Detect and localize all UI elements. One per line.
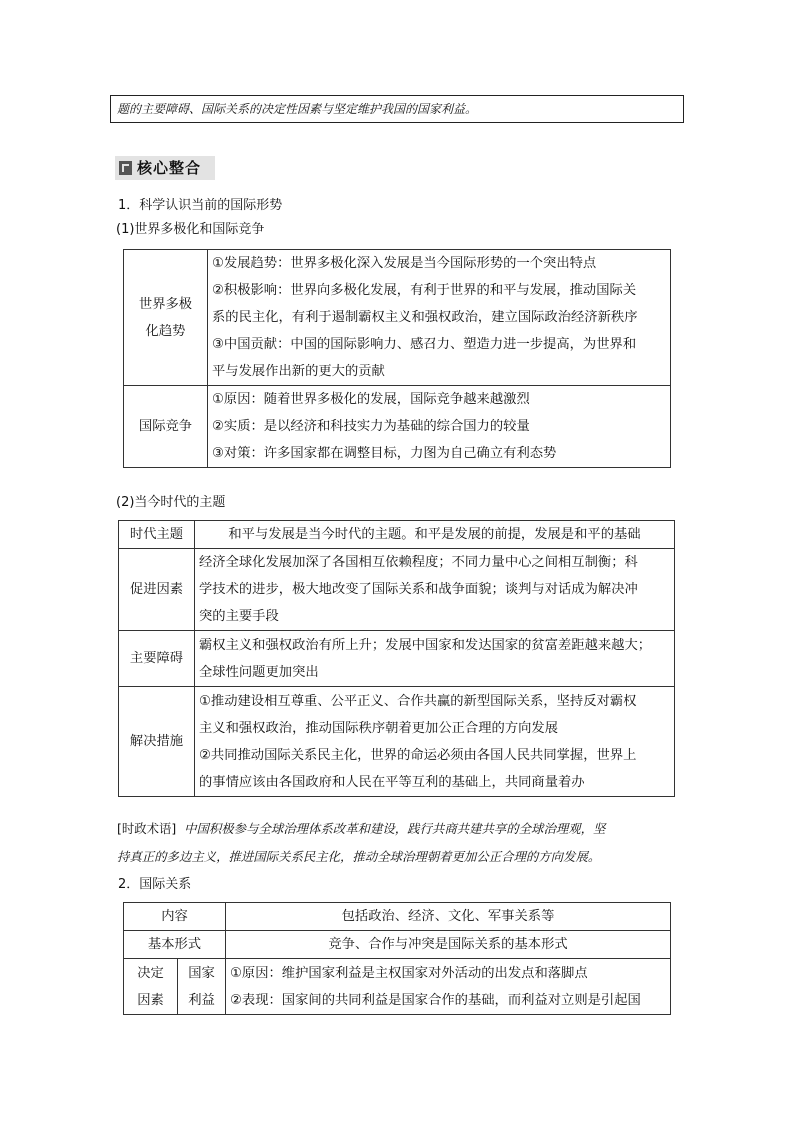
- section-title: 核心整合: [137, 159, 202, 177]
- table-row: [124, 903, 671, 931]
- table-row: [124, 386, 671, 468]
- section-header: [115, 156, 215, 180]
- heading-international-situation: 1．科学认识当前的国际形势: [118, 198, 283, 213]
- row-content-multipolarity: ①发展趋势：世界多极化深入发展是当今国际形势的一个突出特点 ②积极影响：世界向多极化发展，有利于世界的和平与发展，推动国际关 系的民主化，有利于遏制霸权主义和强权政治，建立国际政治经济新秩序 ③中国贡献：中国的国际影响力、感召力、塑造力进一步提高，为世界和 平与发展作出新的更大的贡献: [208, 250, 671, 386]
- row-content-measures: ①推动建设相互尊重、公平正义、合作共赢的新型国际关系，坚持反对霸权 主义和强权政治，推动国际秩序朝着更加公正合理的方向发展 ②共同推动国际关系民主化，世界的命运必须由各国人民共同掌握，世界上 的事情应该由各国政府和人民在平等互利的基础上，共同商量着办: [195, 687, 675, 797]
- table-row: [119, 521, 675, 549]
- political-term-line-2: 持真正的多边主义，推进国际关系民主化，推动全球治理朝着更加公正合理的方向发展。: [117, 849, 601, 864]
- row-label-measures: 解决措施: [119, 687, 195, 797]
- international-relations-table: [123, 902, 671, 1015]
- table-row: [119, 687, 675, 797]
- political-term-label: [时政术语]: [117, 821, 177, 836]
- row-sublabel-national-interest: 国家 利益: [178, 959, 226, 1015]
- row-content-basic-forms: 竞争、合作与冲突是国际关系的基本形式: [226, 931, 671, 959]
- row-content-obstacles: 霸权主义和强权政治有所上升；发展中国家和发达国家的贫富差距越来越大； 全球性问题更加突出: [195, 631, 675, 687]
- section-marker-icon: [119, 161, 132, 175]
- row-label-content: 内容: [124, 903, 226, 931]
- row-label-promoting-factors: 促进因素: [119, 549, 195, 631]
- row-content-competition: ①原因：随着世界多极化的发展，国际竞争越来越激烈 ②实质：是以经济和科技实力为基础的综合国力的较量 ③对策：许多国家都在调整目标，力图为自己确立有利态势: [208, 386, 671, 468]
- table-row: [119, 631, 675, 687]
- row-content-national-interest: ①原因：维护国家利益是主权国家对外活动的出发点和落脚点 ②表现：国家间的共同利益是国家合作的基础，而利益对立则是引起国: [226, 959, 671, 1015]
- continued-note-text: 题的主要障碍、国际关系的决定性因素与坚定维护我国的国家利益。: [117, 102, 478, 116]
- row-label-decisive-factor: 决定 因素: [124, 959, 178, 1015]
- row-label-competition: 国际竞争: [124, 386, 208, 468]
- row-label-theme: 时代主题: [119, 521, 195, 549]
- heading-international-relations: 2．国际关系: [118, 877, 192, 892]
- table-row: [124, 959, 671, 1015]
- row-label-basic-forms: 基本形式: [124, 931, 226, 959]
- table-row: [119, 549, 675, 631]
- row-content-promoting-factors: 经济全球化发展加深了各国相互依赖程度；不同力量中心之间相互制衡；科 学技术的进步，极大地改变了国际关系和战争面貌；谈判与对话成为解决冲 突的主要手段: [195, 549, 675, 631]
- row-label-obstacles: 主要障碍: [119, 631, 195, 687]
- subheading-multipolarity: (1)世界多极化和国际竞争: [116, 222, 265, 237]
- table-row: [124, 250, 671, 386]
- row-label-multipolarity: 世界多极 化趋势: [124, 250, 208, 386]
- political-term-line-1: [时政术语] 中国积极参与全球治理体系改革和建设，践行共商共建共享的全球治理观，坚: [117, 821, 606, 836]
- multipolarity-table: [123, 249, 671, 468]
- continued-note-box: [110, 95, 684, 123]
- row-content-theme: 和平与发展是当今时代的主题。和平是发展的前提，发展是和平的基础: [195, 521, 675, 549]
- theme-table: [118, 520, 675, 797]
- subheading-theme-of-times: (2)当今时代的主题: [116, 495, 226, 510]
- row-content-content: 包括政治、经济、文化、军事关系等: [226, 903, 671, 931]
- table-row: [124, 931, 671, 959]
